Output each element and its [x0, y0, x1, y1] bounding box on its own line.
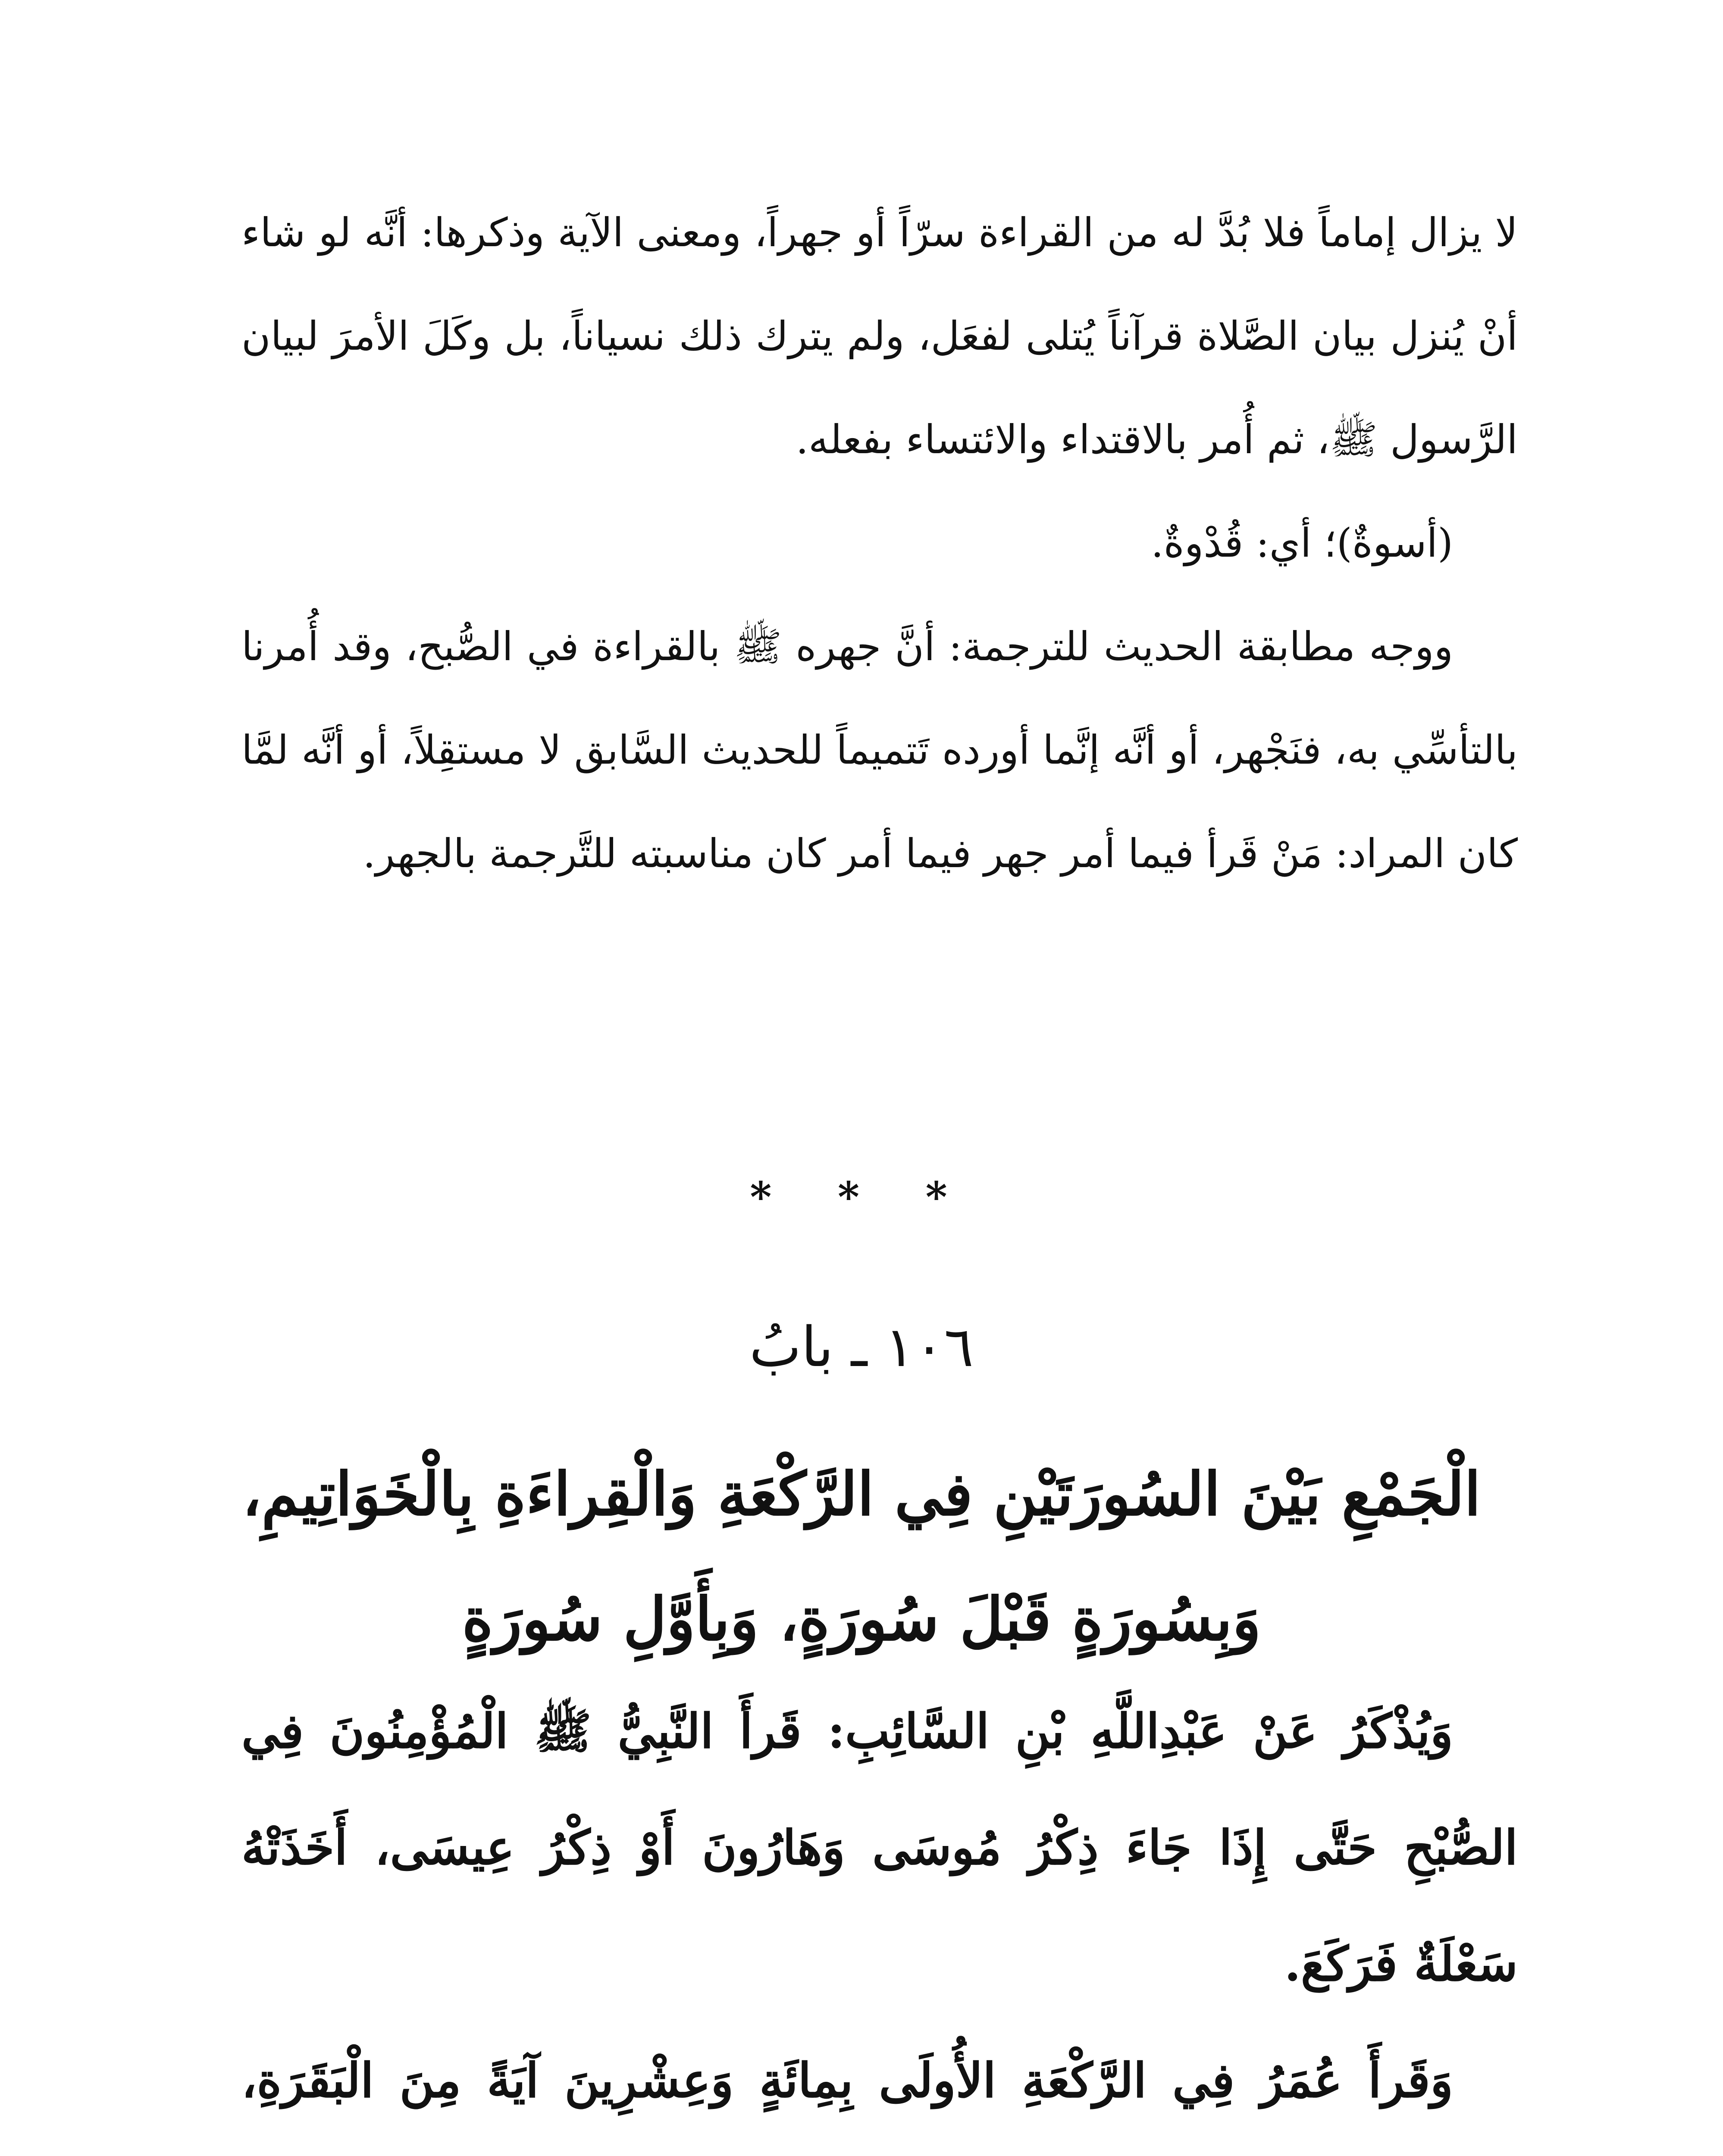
- chapter-title-line: وَبِسُورَةٍ قَبْلَ سُورَةٍ، وَبِأَوَّلِ سُورَةٍ: [462, 1584, 1261, 1654]
- hadith-paragraph: وَقَرأَ عُمَرُ فِي الرَّكْعَةِ الأُولَى بِمِائَةٍ وَعِشْرِينَ آيَةً مِنَ الْبَقَرَةِ،: [241, 2053, 1453, 2108]
- hadith-text: [241, 1673, 1518, 2156]
- chapter-title: [181, 1432, 1542, 1682]
- commentary-paragraph: لا يزال إماماً فلا بُدَّ له من القراءة سرّاً أو جهراً، ومعنى الآية وذكرها: أنَّه لو شاء أنْ يُنزل بيان الصَّلاة قرآناً يُتلى لفعَل، ولم يترك ذلك نسياناً، بل وكَلَ الأمرَ لبيان الرَّسول ﷺ، ثم أُمر بالاقتداء والائتساء بفعله.: [241, 210, 1518, 463]
- commentary-text: [241, 181, 1518, 906]
- commentary-paragraph: ووجه مطابقة الحديث للترجمة: أنَّ جهره ﷺ بالقراءة في الصُّبح، وقد أُمرنا بالتأسِّي به، فنَجْهر، أو أنَّه إنَّما أورده تَتميماً للحديث السَّابق لا مستقِلاً، أو أنَّه لمَّا كان المراد: مَنْ قَرأ فيما أمر جهر فيما أمر كان مناسبته للتَّرجمة بالجهر.: [241, 624, 1518, 877]
- chapter-number: ١٠٦ ـ بابُ: [749, 1315, 974, 1379]
- section-separator: * * *: [750, 1173, 973, 1222]
- commentary-paragraph: (أسوةٌ)؛ أي: قُدْوةٌ.: [1151, 520, 1453, 566]
- chapter-title-line: الْجَمْعِ بَيْنَ السُورَتَيْنِ فِي الرَّكْعَةِ وَالْقِراءَةِ بِالْخَوَاتِيمِ،: [242, 1459, 1481, 1529]
- hadith-paragraph: وَيُذْكَرُ عَنْ عَبْدِاللَّهِ بْنِ السَّائِبِ: قَرأَ النَّبِيُّ ﷺ الْمُؤْمِنُونَ فِي الصُّبْحِ حَتَّى إِذَا جَاءَ ذِكْرُ مُوسَى وَهَارُونَ أَوْ ذِكْرُ عِيسَى، أَخَذَتْهُ سَعْلَةٌ فَرَكَعَ.: [241, 1703, 1518, 1992]
